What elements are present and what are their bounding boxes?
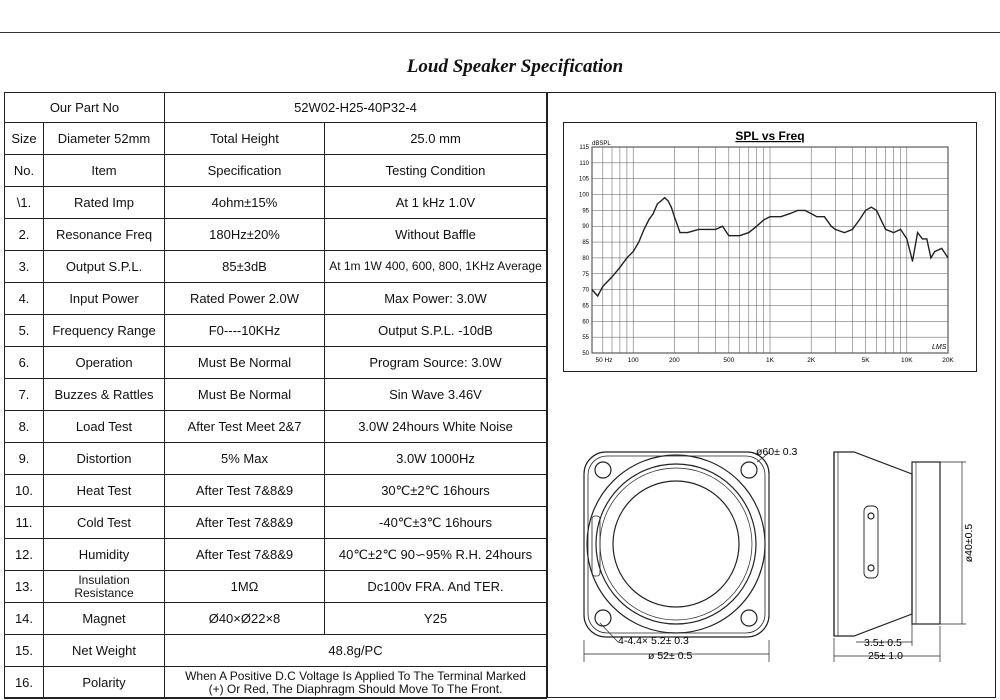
spl-data-point (728, 235, 729, 236)
spl-data-point (661, 200, 662, 201)
row-spec: After Test 7&8&9 (165, 507, 325, 539)
row-cond: Program Source: 3.0W (325, 347, 547, 379)
y-tick-label: 100 (578, 192, 589, 199)
spl-data-point (707, 229, 708, 230)
polarity-value: When A Positive D.C Voltage Is Applied To The Terminal Marked (+) Or Red, The Diaphragm Should Move To The Front. (165, 667, 547, 699)
header-cond: Testing Condition (325, 155, 547, 187)
document-title: Loud Speaker Specification (406, 56, 624, 77)
spl-data-point (657, 203, 658, 204)
x-tick-label: 500 (723, 357, 735, 364)
row-cond: 3.0W 24hours White Noise (325, 411, 547, 443)
row-item: Insulation Resistance (44, 571, 165, 603)
row-no: 15. (5, 635, 44, 667)
side-frame-outline (834, 452, 912, 636)
spl-data-point (852, 229, 853, 230)
spl-data-point (643, 229, 644, 230)
mount-holes-dim: 4-4.4× 5.2± 0.3 (618, 635, 689, 647)
spl-data-point (930, 257, 931, 258)
x-tick-label: 5K (861, 357, 870, 364)
spec-row (5, 475, 547, 507)
row-spec: 1MΩ (165, 571, 325, 603)
x-tick-label: 20K (942, 357, 954, 364)
row-cond: 30℃±2℃ 16hours (325, 475, 547, 507)
y-tick-label: 95 (582, 208, 589, 215)
row-item: Net Weight (44, 635, 165, 667)
x-tick-label: 1K (766, 357, 774, 364)
cone-edge-circle (600, 468, 752, 620)
spl-data-point (664, 197, 665, 198)
row-cond: Dc100v FRA. And TER. (325, 571, 547, 603)
row-item: Operation (44, 347, 165, 379)
spec-row (5, 187, 547, 219)
spl-data-point (780, 216, 781, 217)
spl-data-point (715, 229, 716, 230)
y-tick-label: 105 (578, 176, 589, 183)
row-cond: Max Power: 3.0W (325, 283, 547, 315)
spl-data-point (602, 286, 603, 287)
spl-data-point (917, 232, 918, 233)
part-number-value: 52W02-H25-40P32-4 (165, 93, 547, 123)
magnet-diameter-dim: ø40±0.5 (963, 523, 975, 563)
row-cond: Y25 (325, 603, 547, 635)
spl-data-point (668, 200, 669, 201)
chart-grid (592, 147, 948, 353)
y-tick-label: 110 (579, 160, 589, 167)
row-item: Heat Test (44, 475, 165, 507)
row-spec: Must Be Normal (165, 347, 325, 379)
row-spec: After Test 7&8&9 (165, 475, 325, 507)
hole-diameter-dim: ø60± 0.3 (756, 446, 798, 458)
net-weight-value: 48.8g/PC (165, 635, 547, 667)
y-tick-label: 60 (582, 319, 589, 326)
row-item: Cold Test (44, 507, 165, 539)
spec-row (5, 539, 547, 571)
spl-data-point (698, 229, 699, 230)
header-item: Item (44, 155, 165, 187)
row-cond: 40℃±2℃ 90∽95% R.H. 24hours (325, 539, 547, 571)
frame-outline (584, 452, 769, 637)
net-weight-row (5, 635, 547, 667)
spec-row (5, 379, 547, 411)
spl-data-point (739, 235, 740, 236)
spec-row (5, 283, 547, 315)
spec-row (5, 251, 547, 283)
flange-dim: 3.5± 0.5 (864, 637, 902, 649)
spl-data-point (756, 226, 757, 227)
spl-data-point (816, 216, 817, 217)
spl-data-point (633, 251, 634, 252)
x-tick-label: 10K (901, 357, 913, 364)
row-cond: Without Baffle (325, 219, 547, 251)
spec-row (5, 347, 547, 379)
x-tick-label: 100 (627, 357, 639, 364)
spl-data-point (926, 238, 927, 239)
side-view-drawing (826, 440, 996, 668)
spl-data-point (626, 257, 627, 258)
row-no: 8. (5, 411, 44, 443)
spl-data-point (591, 289, 592, 290)
row-item: Resonance Freq (44, 219, 165, 251)
row-item: Humidity (44, 539, 165, 571)
spl-data-point (941, 248, 942, 249)
spl-data-point (871, 207, 872, 208)
row-no: 11. (5, 507, 44, 539)
spl-data-point (638, 241, 639, 242)
row-no: 16. (5, 667, 44, 699)
spl-data-point (934, 251, 935, 252)
spl-chart-box (563, 122, 977, 372)
y-tick-label: 65 (582, 303, 589, 310)
spl-data-point (797, 210, 798, 211)
header-spec: Specification (165, 155, 325, 187)
spl-data-point (679, 232, 680, 233)
row-no: 2. (5, 219, 44, 251)
spl-data-point (831, 226, 832, 227)
total-height-value: 25.0 mm (325, 123, 547, 155)
row-no: 14. (5, 603, 44, 635)
row-no: 12. (5, 539, 44, 571)
x-tick-label: 2K (807, 357, 816, 364)
spl-data-point (885, 229, 886, 230)
polarity-row (5, 667, 547, 699)
chart-annotation: LMS (932, 344, 947, 351)
y-tick-label: 50 (582, 351, 589, 357)
row-no: 5. (5, 315, 44, 347)
chart-title: SPL vs Freq (735, 129, 805, 143)
spec-row (5, 411, 547, 443)
row-spec: 4ohm±15% (165, 187, 325, 219)
row-item: Distortion (44, 443, 165, 475)
spl-data-point (893, 232, 894, 233)
y-tick-label: 90 (582, 224, 589, 231)
row-no: 9. (5, 443, 44, 475)
chart-ticks (579, 145, 954, 364)
spl-data-point (734, 235, 735, 236)
row-no: 13. (5, 571, 44, 603)
row-no: \1. (5, 187, 44, 219)
spl-data-point (865, 210, 866, 211)
row-item: Buzzes & Rattles (44, 379, 165, 411)
front-view-drawing (570, 440, 820, 668)
spl-data-point (611, 276, 612, 277)
row-cond: At 1m 1W 400, 600, 800, 1KHz Average (325, 251, 547, 283)
mount-hole-top-left (595, 462, 611, 478)
spl-data-point (763, 219, 764, 220)
spl-data-point (648, 219, 649, 220)
spec-row (5, 571, 547, 603)
spl-data-point (876, 210, 877, 211)
surround-outer-circle (587, 455, 765, 633)
row-cond: -40℃±3℃ 16hours (325, 507, 547, 539)
row-item: Rated Imp (44, 187, 165, 219)
spl-data-point (835, 229, 836, 230)
spl-data-point (922, 238, 923, 239)
spl-data-point (859, 219, 860, 220)
spl-data-point (748, 232, 749, 233)
row-spec: Must Be Normal (165, 379, 325, 411)
spl-chart (564, 123, 976, 371)
spl-data-point (789, 213, 790, 214)
row-item: Input Power (44, 283, 165, 315)
spl-data-point (687, 232, 688, 233)
row-no: 3. (5, 251, 44, 283)
spl-data-point (671, 207, 672, 208)
x-tick-label: 50 Hz (595, 357, 613, 364)
spl-data-point (653, 213, 654, 214)
spl-data-point (900, 229, 901, 230)
row-item: Output S.P.L. (44, 251, 165, 283)
row-spec: 5% Max (165, 443, 325, 475)
spec-row (5, 219, 547, 251)
row-cond: Output S.P.L. -10dB (325, 315, 547, 347)
mount-hole-bottom-left (595, 610, 611, 626)
spl-data-point (912, 260, 913, 261)
spl-data-point (674, 216, 675, 217)
header-no: No. (5, 155, 44, 187)
row-spec: After Test Meet 2&7 (165, 411, 325, 443)
row-no: 6. (5, 347, 44, 379)
y-tick-label: 115 (579, 145, 589, 151)
spl-data-point (811, 213, 812, 214)
top-rule (0, 32, 1000, 33)
row-cond: At 1 kHz 1.0V (325, 187, 547, 219)
row-no: 7. (5, 379, 44, 411)
row-item: Load Test (44, 411, 165, 443)
row-spec: After Test 7&8&9 (165, 539, 325, 571)
spl-data-point (844, 232, 845, 233)
mount-hole-bottom-right (741, 610, 757, 626)
surround-circle (596, 464, 756, 624)
total-height-label: Total Height (165, 123, 325, 155)
header-row (5, 155, 547, 187)
cone-circle (613, 481, 739, 607)
spl-data-point (597, 295, 598, 296)
row-cond: Sin Wave 3.46V (325, 379, 547, 411)
spl-data-point (722, 226, 723, 227)
terminal-strip (864, 506, 878, 578)
x-tick-label: 200 (668, 357, 680, 364)
row-spec: Rated Power 2.0W (165, 283, 325, 315)
y-tick-label: 85 (582, 240, 589, 247)
spl-data-point (804, 210, 805, 211)
spec-row (5, 443, 547, 475)
y-tick-label: 70 (582, 287, 589, 294)
part-number-row (5, 93, 547, 123)
mount-hole-top-right (741, 462, 757, 478)
row-spec: 180Hz±20% (165, 219, 325, 251)
spec-row (5, 603, 547, 635)
outer-diameter-dim: ø 52± 0.5 (648, 650, 693, 662)
part-number-label: Our Part No (5, 93, 165, 123)
row-spec: 85±3dB (165, 251, 325, 283)
row-item: Magnet (44, 603, 165, 635)
spl-data-point (947, 257, 948, 258)
row-cond: 3.0W 1000Hz (325, 443, 547, 475)
spl-data-point (769, 216, 770, 217)
depth-dim: 25± 1.0 (868, 650, 903, 662)
spl-data-point (619, 267, 620, 268)
y-tick-label: 55 (582, 335, 589, 342)
spl-data-point (906, 238, 907, 239)
row-spec: F0----10KHz (165, 315, 325, 347)
size-label: Size (5, 123, 44, 155)
row-item: Frequency Range (44, 315, 165, 347)
diameter-value: Diameter 52mm (44, 123, 165, 155)
row-spec: Ø40×Ø22×8 (165, 603, 325, 635)
size-row (5, 123, 547, 155)
row-no: 10. (5, 475, 44, 507)
y-axis-label: dBSPL (592, 141, 611, 147)
y-tick-label: 80 (582, 255, 589, 262)
spl-data-point (824, 216, 825, 217)
row-item: Polarity (44, 667, 165, 699)
spec-table (4, 92, 547, 699)
row-no: 4. (5, 283, 44, 315)
spec-row (5, 507, 547, 539)
y-tick-label: 75 (582, 271, 589, 278)
spec-row (5, 315, 547, 347)
